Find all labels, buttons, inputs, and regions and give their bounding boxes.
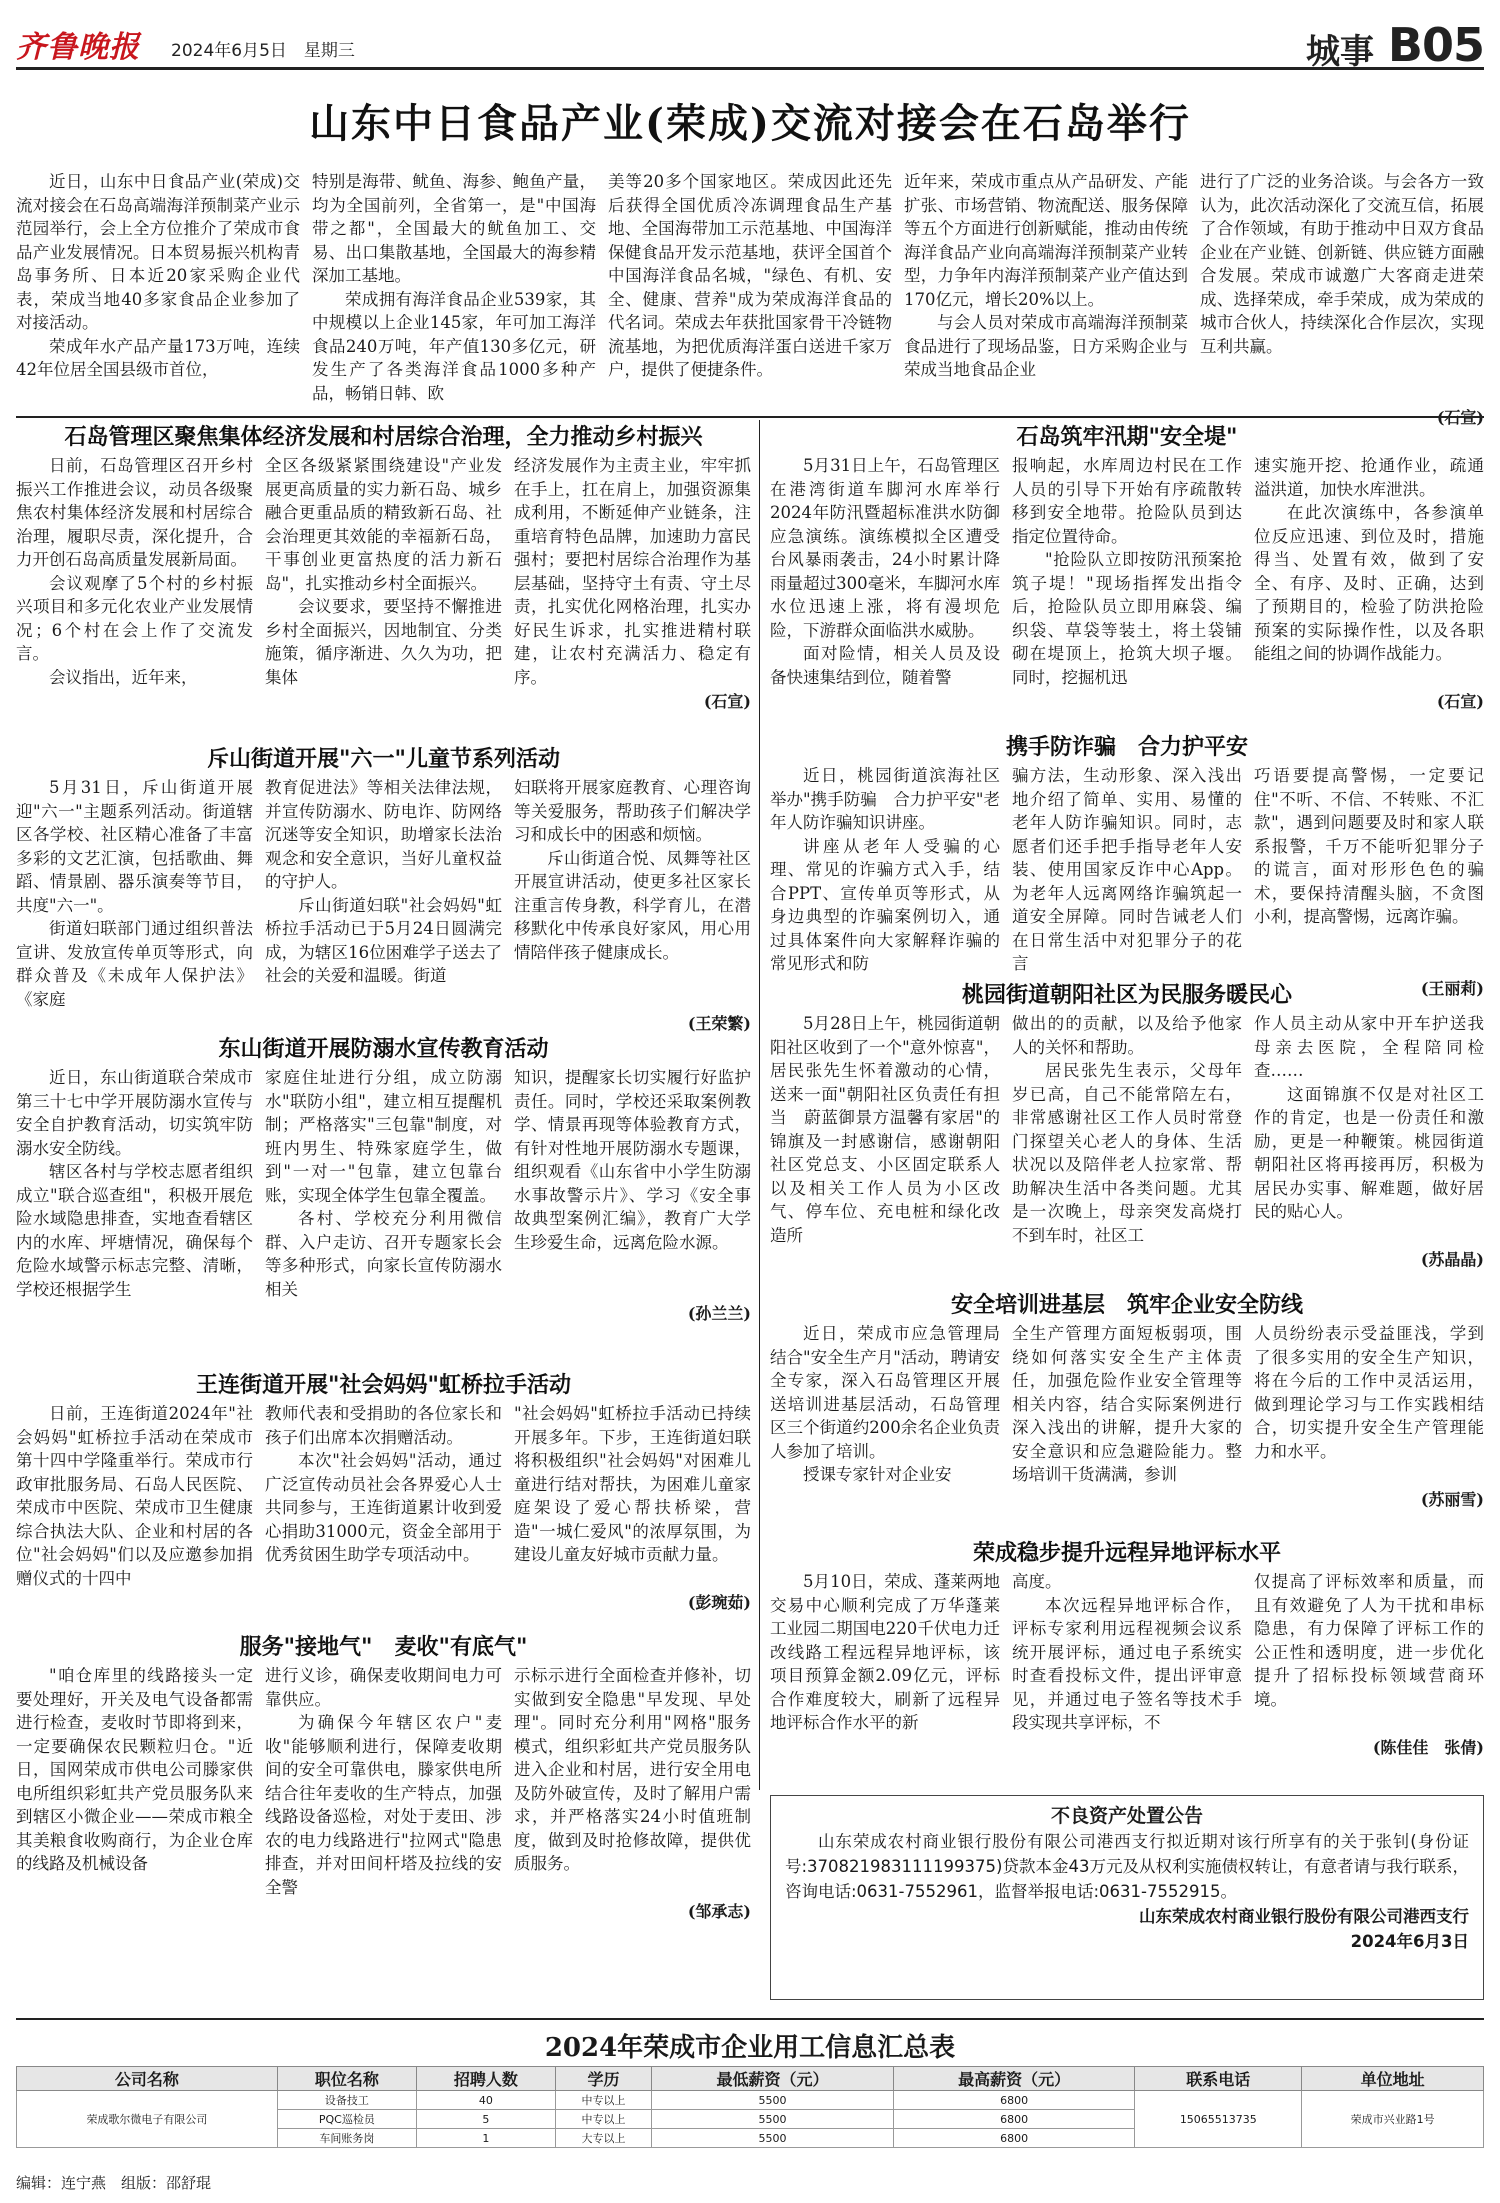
table-cell: 中专以上 bbox=[555, 2110, 651, 2129]
byline: (陈佳佳 张倩) bbox=[1372, 1737, 1484, 1757]
paragraph: 街道妇联部门通过组织普法宣讲、发放宣传单页等形式，向群众普及《未成年人保护法》《家庭 bbox=[16, 919, 253, 1009]
paragraph: 经济发展作为主责主业，牢牢抓在手上，扛在肩上，加强资源集成利用，不断延伸产业链条，注重培育特色品牌，加速助力富民强村；要把村居综合治理作为基层基础，坚持守土有责、守土尽责，扎实优化网格治理，扎实办好民生诉求，扎实推进精村联建，让农村充满活力、稳定有序。 bbox=[514, 456, 751, 687]
text-column bbox=[1012, 764, 1242, 976]
column-header: 学历 bbox=[555, 2067, 651, 2091]
text-column bbox=[514, 776, 751, 1011]
paragraph: 作人员主动从家中开车护送我母亲去医院，全程陪同检查…… bbox=[1254, 1014, 1484, 1080]
table-cell: 车间账务岗 bbox=[277, 2129, 416, 2148]
table-cell: 5500 bbox=[652, 2110, 894, 2129]
text-column bbox=[1254, 1012, 1484, 1247]
byline: (孙兰兰) bbox=[687, 1304, 751, 1323]
paragraph: 5月31日上午，石岛管理区在港湾街道车脚河水库举行2024年防汛暨超标准洪水防御应急演练。演练模拟全区遭受台风暴雨袭击，24小时累计降雨量超过300毫米，车脚河水库水位迅速上涨，将有漫坝危险，下游群众面临洪水威胁。 bbox=[770, 456, 1000, 640]
divider bbox=[16, 416, 1484, 418]
table-cell: 荣成歌尔微电子有限公司 bbox=[17, 2091, 278, 2148]
byline: (石宣) bbox=[703, 692, 751, 711]
article-title: 桃园街道朝阳社区为民服务暖民心 bbox=[961, 982, 1292, 1008]
divider bbox=[16, 2018, 1484, 2020]
paragraph: 与会人员对荣成市高端海洋预制菜食品进行了现场品鉴，日方采购企业与荣成当地食品企业 bbox=[904, 313, 1188, 379]
paragraph: 日前，石岛管理区召开乡村振兴工作推进会议，动员各级聚焦农村集体经济发展和村居综合治理，履职尽责，深化提升，合力开创石岛高质量发展新局面。 bbox=[16, 456, 253, 569]
paragraph: 教师代表和受捐助的各位家长和孩子们出席本次捐赠活动。 bbox=[265, 1404, 502, 1447]
text-column bbox=[1012, 1012, 1242, 1247]
column-header: 职位名称 bbox=[277, 2067, 416, 2091]
article-b4[interactable] bbox=[770, 1288, 1484, 1536]
text-column bbox=[1200, 170, 1484, 405]
paragraph: 讲座从老年人受骗的心理、常见的诈骗方式入手，结合PPT、宣传单页等形式，从身边典型的诈骗案例切入，通过具体案件向大家解释诈骗的常见形式和防 bbox=[770, 836, 1000, 973]
paragraph: 巧语要提高警惕，一定要记住"不听、不信、不转账、不汇款"，遇到问题要及时和家人联系报警，千万不能听犯罪分子的谎言，面对形形色色的骗术，要保持清醒头脑，不贪图小利，提高警惕，远离诈骗。 bbox=[1254, 766, 1484, 926]
paragraph: 会议指出，近年来， bbox=[49, 667, 198, 687]
page-number: B05 bbox=[1387, 18, 1484, 72]
column-header: 最低薪资（元） bbox=[652, 2067, 894, 2091]
article-lead[interactable] bbox=[16, 170, 1484, 410]
article-body bbox=[16, 170, 1484, 405]
page-header bbox=[16, 10, 1484, 70]
table-cell: 荣成市兴业路1号 bbox=[1302, 2091, 1484, 2148]
text-column bbox=[1254, 1570, 1484, 1735]
paragraph: 辖区各村与学校志愿者组织成立"联合巡查组"，积极开展危险水域隐患排查，实地查看辖区内的水库、坪塘情况，确保每个危险水域警示标志完整、清晰，学校还根据学生 bbox=[16, 1162, 253, 1299]
notice-title: 不良资产处置公告 bbox=[1050, 1805, 1203, 1827]
paragraph: "咱仓库里的线路接头一定要处理好，开关及电气设备都需进行检查，麦收时节即将到来，一定要确保农民颗粒归仓。"近日，国网荣成市供电公司滕家供电所组织彩虹共产党员服务队来到辖区小微企业——荣成市粮全其美粮食收购商行，为企业仓库的线路及机械设备 bbox=[16, 1666, 253, 1873]
paragraph: 为确保今年辖区农户"麦收"能够顺利进行，保障麦收期间的安全可靠供电，滕家供电所结合往年麦收的生产特点，加强线路设备巡检，对处于麦田、涉农的电力线路进行"拉网式"隐患排查，并对田间杆塔及拉线的安全警 bbox=[265, 1713, 502, 1897]
byline: (苏晶晶) bbox=[1420, 1250, 1484, 1269]
article-b1[interactable] bbox=[770, 420, 1484, 730]
byline: (苏丽雪) bbox=[1420, 1489, 1484, 1509]
article-a3[interactable] bbox=[16, 1032, 751, 1368]
lead-headline[interactable]: 山东中日食品产业(荣成)交流对接会在石岛举行 bbox=[309, 100, 1191, 147]
column-header: 最高薪资（元） bbox=[893, 2067, 1135, 2091]
article-body bbox=[16, 454, 751, 689]
table-header-row bbox=[17, 2067, 1484, 2091]
text-column bbox=[1012, 1570, 1242, 1735]
text-column bbox=[770, 1322, 1000, 1487]
article-title: 石岛管理区聚焦集体经济发展和村居综合治理，全力推动乡村振兴 bbox=[64, 424, 703, 450]
text-column bbox=[16, 1066, 253, 1301]
article-title: 东山街道开展防溺水宣传教育活动 bbox=[218, 1036, 549, 1062]
text-column bbox=[1012, 1322, 1242, 1487]
paragraph: "社会妈妈"虹桥拉手活动已持续开展多年。下步，王连街道妇联将积极组织"社会妈妈"对困难儿童进行结对帮扶，为困难儿童家庭架设了爱心帮扶桥梁，营造"一城仁爱风"的浓厚氛围，为建设儿童友好城市贡献力量。 bbox=[514, 1404, 751, 1564]
byline: (王丽莉) bbox=[1420, 978, 1484, 998]
paragraph: 知识，提醒家长切实履行好监护责任。同时，学校还采取案例教学、情景再现等体验教育方式，有针对性地开展防溺水专题课，组织观看《山东省中小学生防溺水事故警示片》、学习《安全事故典型案例汇编》，教育广大学生珍爱生命，远离危险水源。 bbox=[514, 1068, 751, 1252]
article-b5[interactable] bbox=[770, 1536, 1484, 1788]
text-column bbox=[770, 454, 1000, 689]
article-body bbox=[770, 454, 1484, 689]
paragraph: 本次远程异地评标合作，评标专家利用远程视频会议系统开展评标，通过电子系统实时查看投标文件，提出评审意见，并通过电子签名等技术手段实现共享评标，不 bbox=[1012, 1595, 1242, 1732]
paragraph: 骗方法，生动形象、深入浅出地介绍了简单、实用、易懂的老年人防诈骗知识。同时，志愿者们还手把手指导老年人安装、使用国家反诈中心App。为老年人远离网络诈骗筑起一道安全屏障。同时告诫老人们在日常生活中对犯罪分子的花言 bbox=[1012, 766, 1242, 973]
paragraph: 近日，山东中日食品产业(荣成)交流对接会在石岛高端海洋预制菜产业示范园举行，会上全方位推介了荣成市食品产业发展情况。日本贸易振兴机构青岛事务所、日本近20家采购企业代表，荣成当地40多家食品企业参加了对接活动。 bbox=[16, 172, 300, 332]
article-title: 王连街道开展"社会妈妈"虹桥拉手活动 bbox=[196, 1372, 571, 1398]
notice-signer: 山东荣成农村商业银行股份有限公司港西支行 bbox=[1139, 1907, 1469, 1926]
text-column bbox=[514, 1664, 751, 1899]
article-a4[interactable] bbox=[16, 1368, 751, 1630]
paragraph: 近年来，荣成市重点从产品研发、产能扩张、市场营销、物流配送、服务保障等五个方面进行创新赋能，推动由传统海洋食品产业向高端海洋预制菜产业转型，力争年内海洋预制菜产业产值达到170亿元，增长20%以上。 bbox=[904, 172, 1188, 309]
notice-date: 2024年6月3日 bbox=[1350, 1932, 1469, 1951]
text-column bbox=[514, 454, 751, 689]
paragraph: 5月10日，荣成、蓬莱两地交易中心顺利完成了万华蓬莱工业园二期国电220千伏电力迁改线路工程远程异地评标，该项目预算金额2.09亿元，评标合作难度较大，刷新了远程异地评标合作水平的新 bbox=[770, 1572, 1000, 1732]
table-cell: 中专以上 bbox=[555, 2091, 651, 2110]
paragraph: "抢险队立即按防汛预案抢筑子堤！"现场指挥发出指令后，抢险队员立即用麻袋、编织袋、草袋等装土，将土袋铺砌在堤顶上，抢筑大坝子堰。同时，挖掘机迅 bbox=[1012, 550, 1242, 687]
paragraph: 近日，荣成市应急管理局结合"安全生产月"活动，聘请安全专家，深入石岛管理区开展送培训进基层活动，石岛管理区三个街道约200余名企业负责人参加了培训。 bbox=[770, 1324, 1000, 1461]
paragraph: 全生产管理方面短板弱项，围绕如何落实安全生产主体责任，加强危险作业安全管理等相关内容，结合实际案例进行深入浅出的讲解，提升大家的安全意识和应急避险能力。整场培训干货满满，参训 bbox=[1012, 1324, 1242, 1484]
text-column bbox=[770, 1012, 1000, 1247]
masthead-logo: 齐鲁晚报 bbox=[16, 30, 140, 65]
text-column bbox=[265, 776, 502, 1011]
text-column bbox=[770, 764, 1000, 976]
text-column bbox=[265, 1664, 502, 1899]
text-column bbox=[265, 1402, 502, 1590]
table-cell: 1 bbox=[416, 2129, 555, 2148]
text-column bbox=[1254, 1322, 1484, 1487]
article-body bbox=[770, 1322, 1484, 1487]
notice-body: 山东荣成农村商业银行股份有限公司港西支行拟近期对该行所享有的关于张钊(身份证号:370821983111199375)贷款本金43万元及从权利实施债权转让，有意者请与我行联系，咨询电话:0631-7552961，监督举报电话:0631-7552915。 bbox=[785, 1832, 1469, 1901]
article-title: 携手防诈骗 合力护平安 bbox=[1005, 734, 1248, 760]
table-row bbox=[17, 2091, 1484, 2110]
text-column bbox=[312, 170, 596, 405]
table-body bbox=[17, 2091, 1484, 2148]
byline: (石宣) bbox=[1436, 692, 1484, 711]
text-column bbox=[770, 1570, 1000, 1735]
editor-credits: 编辑：连宁燕 组版：邵舒琨 bbox=[16, 2174, 212, 2192]
table-cell: 5500 bbox=[652, 2129, 894, 2148]
text-column bbox=[16, 776, 253, 1011]
article-body bbox=[16, 1402, 751, 1590]
paragraph: 这面锦旗不仅是对社区工作的肯定，也是一份责任和激励，更是一种鞭策。桃园街道朝阳社区将再接再厉，积极为居民办实事、解难题，做好居民的贴心人。 bbox=[1254, 1084, 1484, 1221]
article-title: 服务"接地气" 麦收"有底气" bbox=[239, 1634, 528, 1660]
text-column bbox=[608, 170, 892, 405]
text-column bbox=[514, 1066, 751, 1301]
divider bbox=[759, 420, 760, 1790]
paragraph: 近日，桃园街道滨海社区举办"携手防骗 合力护平安"老年人防诈骗知识讲座。 bbox=[770, 766, 1000, 832]
jobs-table bbox=[16, 2066, 1484, 2148]
paragraph: 进行义诊，确保麦收期间电力可靠供应。 bbox=[265, 1666, 502, 1709]
table-cell: 6800 bbox=[893, 2110, 1135, 2129]
paragraph: 日前，王连街道2024年"社会妈妈"虹桥拉手活动在荣成市第十四中学隆重举行。荣成市行政审批服务局、石岛人民医院、荣成市中医院、荣成市卫生健康综合执法大队、企业和村居的各位"社会妈妈"们以及应邀参加捐赠仪式的十四中 bbox=[16, 1404, 253, 1588]
paragraph: 全区各级紧紧围绕建设"产业发展更高质量的实力新石岛、城乡融合更重品质的精致新石岛、社会治理更其效能的幸福新石岛，干事创业更富热度的活力新石岛"，扎实推动乡村全面振兴。 bbox=[265, 456, 502, 593]
byline: (王荣繁) bbox=[687, 1014, 751, 1033]
text-column bbox=[514, 1402, 751, 1590]
article-body bbox=[770, 1570, 1484, 1735]
paragraph: 5月31日，斥山街道开展迎"六一"主题系列活动。街道辖区各学校、社区精心准备了丰富多彩的文艺汇演，包括歌曲、舞蹈、情景剧、器乐演奏等节目，共度"六一"。 bbox=[16, 778, 253, 915]
table-cell: 5 bbox=[416, 2110, 555, 2129]
paragraph: 各村、学校充分利用微信群、入户走访、召开专题家长会等多种形式，向家长宣传防溺水相关 bbox=[265, 1209, 502, 1299]
text-column bbox=[16, 1664, 253, 1899]
article-body bbox=[16, 776, 751, 1011]
table-cell: 大专以上 bbox=[555, 2129, 651, 2148]
text-column bbox=[265, 454, 502, 689]
paragraph: 高度。 bbox=[1012, 1572, 1062, 1591]
paragraph: 近日，东山街道联合荣成市第三十七中学开展防溺水宣传与安全自护教育活动，切实筑牢防溺水安全防线。 bbox=[16, 1068, 253, 1158]
paragraph: 妇联将开展家庭教育、心理咨询等关爱服务，帮助孩子们解决学习和成长中的困惑和烦恼。 bbox=[514, 778, 751, 844]
paragraph: 家庭住址进行分组，成立防溺水"联防小组"，建立相互提醒机制；严格落实"三包靠"制度，对班内男生、特殊家庭学生，做到"一对一"包靠，建立包靠台账，实现全体学生包靠全覆盖。 bbox=[265, 1068, 502, 1205]
issue-date: 2024年6月5日 星期三 bbox=[171, 41, 355, 61]
paragraph: 做出的的贡献，以及给予他家人的关怀和帮助。 bbox=[1012, 1014, 1242, 1057]
paragraph: 示标示进行全面检查并修补，切实做到安全隐患"早发现、早处理"。同时充分利用"网格"服务模式，组织彩虹共产党员服务队进入企业和村居，进行安全用电及防外破宣传，及时了解用户需求，并严格落实24小时值班制度，做到及时抢修故障，提供优质服务。 bbox=[514, 1666, 751, 1873]
article-body bbox=[16, 1066, 751, 1301]
article-a1[interactable] bbox=[16, 420, 751, 742]
paragraph: 会议要求，要坚持不懈推进乡村全面振兴，因地制宜、分类施策，循序渐进、久久为功，把集体 bbox=[265, 597, 502, 687]
paragraph: 进行了广泛的业务洽谈。与会各方一致认为，此次活动深化了交流互信，拓展了合作领域，有助于推动中日双方食品企业在产业链、创新链、供应链方面融合发展。荣成市诚邀广大客商走进荣成、选择荣成，牵手荣成，成为荣成的城市合伙人，持续深化合作层次，实现互利共赢。 bbox=[1200, 172, 1484, 356]
article-title: 斥山街道开展"六一"儿童节系列活动 bbox=[207, 746, 560, 772]
article-body bbox=[16, 1664, 751, 1899]
paragraph: 教育促进法》等相关法律法规，并宣传防溺水、防电诈、防网络沉迷等安全知识，助增家长法治观念和安全意识，当好儿童权益的守护人。 bbox=[265, 778, 502, 891]
article-b3[interactable] bbox=[770, 978, 1484, 1288]
paragraph: 在此次演练中，各参演单位反应迅速、到位及时，措施得当、处置有效，做到了安全、有序、及时、正确，达到了预期目的，检验了防洪抢险预案的实际操作性，以及各职能组之间的协调作战能力。 bbox=[1254, 503, 1484, 663]
paragraph: 会议观摩了5个村的乡村振兴项目和多元化农业产业发展情况；6个村在会上作了交流发言。 bbox=[16, 573, 253, 663]
paragraph: 美等20多个国家地区。荣成因此还先后获得全国优质冷冻调理食品生产基地、全国海带加工示范基地、中国海洋保健食品开发示范基地，获评全国首个中国海洋食品名城，"绿色、有机、安全、健康、营养"成为荣成海洋食品的代名词。荣成去年获批国家骨干冷链物流基地，为把优质海洋蛋白送进千家万户，提供了便捷条件。 bbox=[608, 172, 892, 379]
article-title: 安全培训进基层 筑牢企业安全防线 bbox=[950, 1292, 1303, 1318]
text-column bbox=[16, 1402, 253, 1590]
column-header: 公司名称 bbox=[17, 2067, 278, 2091]
paragraph: 荣成年水产品产量173万吨，连续42年位居全国县级市首位， bbox=[16, 336, 300, 379]
byline: (邹承志) bbox=[687, 1902, 751, 1921]
text-column bbox=[16, 170, 300, 405]
table-cell: 设备技工 bbox=[277, 2091, 416, 2110]
paragraph: 特别是海带、鱿鱼、海参、鲍鱼产量，均为全国前列，全省第一，是"中国海带之都"，全国最大的鱿鱼加工、交易、出口集散基地，全国最大的海参精深加工基地。 bbox=[312, 172, 596, 285]
text-column bbox=[1012, 454, 1242, 689]
paragraph: 报响起，水库周边村民在工作人员的引导下开始有序疏散转移到安全地带。抢险队员到达指定位置待命。 bbox=[1012, 456, 1242, 546]
text-column bbox=[1254, 454, 1484, 689]
paragraph: 居民张先生表示，父母年岁已高，自己不能常陪左右，非常感谢社区工作人员时常登门探望关心老人的身体、生活状况以及陪伴老人拉家常、帮助解决生活中各类问题。尤其是一次晚上，母亲突发高烧打不到车时，社区工 bbox=[1012, 1061, 1242, 1245]
section-name: 城事 bbox=[1306, 32, 1374, 72]
paragraph: 面对险情，相关人员及设备快速集结到位，随着警 bbox=[770, 644, 1000, 687]
article-a2[interactable] bbox=[16, 742, 751, 1032]
table-cell: PQC巡检员 bbox=[277, 2110, 416, 2129]
asset-disposal-notice[interactable] bbox=[770, 1795, 1484, 2000]
column-header: 联系电话 bbox=[1135, 2067, 1302, 2091]
table-cell: 5500 bbox=[652, 2091, 894, 2110]
paragraph: 人员纷纷表示受益匪浅，学到了很多实用的安全生产知识，将在今后的工作中灵活运用，做到理论学习与工作实践相结合，切实提升安全生产管理能力和水平。 bbox=[1254, 1324, 1484, 1461]
article-title: 荣成稳步提升远程异地评标水平 bbox=[972, 1540, 1281, 1566]
paragraph: 斥山街道妇联"社会妈妈"虹桥拉手活动已于5月24日圆满完成，为辖区16位困难学子送去了社会的关爱和温暖。街道 bbox=[265, 895, 502, 985]
jobs-table-title: 2024年荣成市企业用工信息汇总表 bbox=[544, 2033, 956, 2063]
column-header: 单位地址 bbox=[1302, 2067, 1484, 2091]
text-column bbox=[265, 1066, 502, 1301]
paragraph: 本次"社会妈妈"活动，通过广泛宣传动员社会各界爱心人士共同参与，王连街道累计收到爱心捐助31000元，资金全部用于优秀贫困生助学专项活动中。 bbox=[265, 1451, 502, 1564]
paragraph: 速实施开挖、抢通作业，疏通溢洪道，加快水库泄洪。 bbox=[1254, 456, 1484, 499]
column-header: 招聘人数 bbox=[416, 2067, 555, 2091]
paragraph: 荣成拥有海洋食品企业539家，其中规模以上企业145家，年可加工海洋食品240万吨，年产值130多亿元，研发生产了各类海洋食品1000多种产品，畅销日韩、欧 bbox=[312, 289, 596, 403]
text-column bbox=[16, 454, 253, 689]
paragraph: 仅提高了评标效率和质量，而且有效避免了人为干扰和串标隐患，有力保障了评标工作的公正性和透明度，进一步优化提升了招标投标领域营商环境。 bbox=[1254, 1572, 1484, 1709]
article-title: 石岛筑牢汛期"安全堤" bbox=[1016, 424, 1238, 450]
table-cell: 6800 bbox=[893, 2091, 1135, 2110]
paragraph: 斥山街道合悦、凤舞等社区开展宣讲活动，使更多社区家长注重言传身教，科学育儿，在潜移默化中传承良好家风，用心用情陪伴孩子健康成长。 bbox=[514, 848, 751, 962]
text-column bbox=[904, 170, 1188, 405]
table-cell: 40 bbox=[416, 2091, 555, 2110]
table-cell: 6800 bbox=[893, 2129, 1135, 2148]
paragraph: 授课专家针对企业安 bbox=[803, 1465, 952, 1484]
paragraph: 5月28日上午，桃园街道朝阳社区收到了一个"意外惊喜"，居民张先生怀着激动的心情，送来一面"朝阳社区负责任有担当 蔚蓝御景方温馨有家居"的锦旗及一封感谢信，感谢朝阳社区党总支、小区固定联系人以及相关工作人员为小区改气、停车位、充电桩和绿化改造所 bbox=[770, 1014, 1000, 1245]
table-cell: 15065513735 bbox=[1135, 2091, 1302, 2148]
text-column bbox=[1254, 764, 1484, 976]
article-body bbox=[770, 1012, 1484, 1247]
byline: (彭琬茹) bbox=[687, 1593, 751, 1612]
article-a5[interactable] bbox=[16, 1630, 751, 2010]
article-body bbox=[770, 764, 1484, 976]
